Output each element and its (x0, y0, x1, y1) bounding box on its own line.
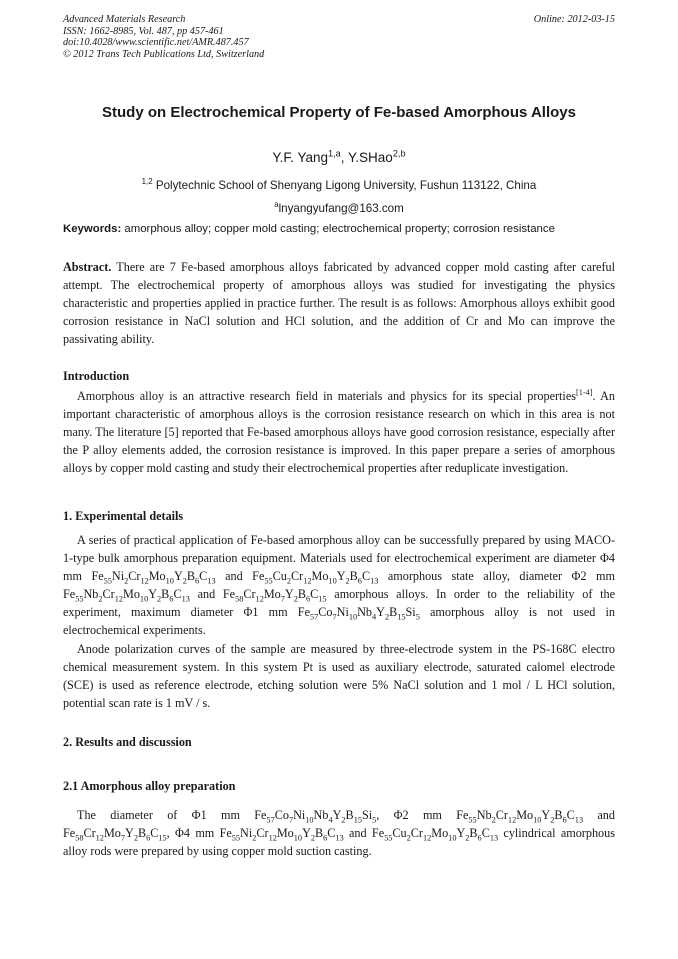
element-symbol: Si (405, 605, 416, 620)
element-symbol: B (349, 569, 358, 584)
element-count: 10 (448, 833, 457, 843)
keywords-text: amorphous alloy; copper mold casting; electrochemical property; corrosion resistance (121, 223, 555, 235)
paragraph-text: amorphous alloy is not used in electrochemical experiments. (63, 605, 615, 638)
element-symbol: Nb (313, 808, 329, 822)
paragraph-text: . An important characteristic of amorphous alloys is the corrosion resistance research on which in this area is not many. The literature [5] reported that Fe-based amorphous alloys have good corrosion resistance, especially after the P alloy elements added, the corrosion resistance is improved. In this paper prepare a series of amorphous alloys by copper mold casting and study their electrochemical properties after reduplicate investigation. (63, 389, 615, 476)
element-count: 2 (182, 576, 187, 586)
element-symbol: Cu (272, 569, 287, 584)
element-symbol: Mo (122, 587, 140, 602)
element-symbol: Y (336, 569, 346, 584)
element-count: 2 (293, 594, 298, 604)
journal-header (63, 14, 264, 60)
element-count: 6 (357, 576, 362, 586)
element-symbol: C (173, 587, 182, 602)
element-count: 7 (288, 815, 294, 825)
element-symbol: Cr (256, 826, 269, 841)
element-count: 6 (477, 833, 482, 843)
paragraph-text: and (189, 587, 223, 602)
element-symbol: Mo (148, 569, 166, 584)
element-symbol: Ni (293, 808, 306, 822)
element-count: 15 (318, 594, 327, 604)
paper-title: Study on Electrochemical Property of Fe-based Amorphous Alloys (102, 104, 576, 121)
element-symbol: Y (456, 826, 466, 841)
element-count: 12 (303, 576, 312, 586)
paragraph-text: , Φ2 mm (376, 808, 457, 822)
element-count: 10 (348, 612, 358, 622)
element-count: 13 (207, 576, 216, 586)
element-count: 12 (507, 815, 517, 825)
author-superscript: 1,a (327, 148, 341, 159)
element-count: 13 (489, 833, 499, 843)
element-count: 55 (468, 815, 477, 825)
journal-copyright: © 2012 Trans Tech Publications Ltd, Switzerland (63, 48, 265, 60)
section-heading: 1. Experimental details (63, 509, 184, 523)
affiliation-superscript: 1,2 (141, 177, 153, 187)
element-symbol: C (310, 587, 319, 602)
element-count: 57 (266, 815, 275, 825)
element-count: 7 (332, 612, 337, 622)
element-symbol: Fe (297, 605, 310, 620)
element-symbol: Y (284, 587, 294, 602)
element-count: 2 (310, 833, 316, 843)
element-count: 2 (252, 833, 257, 843)
element-count: 2 (491, 815, 496, 825)
element-count: 7 (120, 833, 126, 843)
author-separator: , (340, 150, 349, 165)
journal-issn: ISSN: 1662-8985, Vol. 487, pp 457-461 (63, 25, 224, 37)
paragraph-text: and (215, 569, 253, 584)
element-symbol: Nb (357, 605, 373, 620)
paragraph-text: The diameter of Φ1 mm (77, 808, 255, 822)
element-count: 10 (293, 833, 303, 843)
section-heading: 2. Results and discussion (63, 735, 192, 749)
element-count: 13 (181, 594, 190, 604)
element-count: 13 (370, 576, 379, 586)
citation: [1-4] (575, 387, 593, 397)
element-symbol: Ni (111, 569, 125, 584)
element-count: 6 (169, 594, 174, 604)
element-symbol: Y (148, 587, 158, 602)
experimental-paragraph: Anode polarization curves of the sample are measured by three-electrode system in the PS-168C electro chemical measurement system. In this system Pt is used as auxiliary electrode, saturated calomel electrode (SCE) is used as reference electrode, etching solution were 5% NaCl solution and 1 mol / L HCl solution, potential scan rate is 1 mV / s. (63, 642, 615, 711)
paragraph-text: and (343, 826, 372, 841)
element-count: 2 (133, 833, 138, 843)
element-count: 4 (328, 815, 333, 825)
element-count: 4 (372, 612, 377, 622)
element-count: 12 (422, 833, 432, 843)
element-symbol: Mo (276, 826, 294, 841)
element-count: 58 (75, 833, 84, 843)
alloy-formula (222, 587, 327, 604)
element-symbol: C (361, 569, 371, 584)
element-symbol: Co (318, 605, 333, 620)
element-count: 2 (286, 576, 292, 586)
intro-paragraph (63, 387, 615, 477)
paragraph-text: Amorphous alloy is an attractive research field in materials and physics for its special properties (77, 389, 576, 403)
abstract-label: Abstract. (63, 260, 112, 274)
element-symbol: Cr (410, 826, 423, 841)
element-count: 10 (328, 576, 337, 586)
element-symbol: Y (173, 569, 183, 584)
element-symbol: Si (361, 808, 373, 822)
element-count: 2 (341, 815, 346, 825)
element-count: 12 (95, 833, 104, 843)
element-symbol: Mo (103, 826, 121, 841)
element-count: 15 (353, 815, 362, 825)
element-count: 55 (384, 833, 393, 843)
element-symbol: Cr (243, 587, 256, 602)
subsection-heading: 2.1 Amorphous alloy preparation (63, 779, 236, 793)
element-count: 58 (235, 594, 244, 604)
abstract-text: There are 7 Fe-based amorphous alloys fabricated by advanced copper mold casting after careful attempt. The electrochemical property of amorphous alloys was studied for investigating the physics characteristic and properties applied in practice further. The result is as follows: Amorphous alloys exhibit good corrosion resistance in NaCl solution and HCl solution, and the addition of Cr and Mo can improve the passivating ability. (63, 260, 615, 347)
element-count: 12 (255, 594, 264, 604)
element-count: 2 (550, 815, 555, 825)
paragraph-text: A series of practical application of Fe-based amorphous alloy can be successfully prepared by using MACO-1-type bulk amorphous preparation equipment. Materials used for electrochemical experiment are diameter Φ4 mm (63, 533, 615, 584)
element-symbol: Cr (102, 587, 115, 602)
paragraph-text: cylindrical amorphous alloy rods were prepared by using copper mold suction casting. (63, 826, 615, 859)
experimental-paragraph (63, 531, 615, 640)
element-count: 12 (114, 594, 123, 604)
element-symbol: Mo (311, 569, 329, 584)
element-symbol: B (161, 587, 170, 602)
element-symbol: Fe (219, 826, 232, 841)
element-symbol: Y (376, 605, 385, 620)
element-count: 6 (306, 594, 311, 604)
element-count: 6 (323, 833, 328, 843)
element-count: 15 (397, 612, 406, 622)
section-heading: Introduction (63, 369, 130, 383)
alloy-formula (297, 605, 420, 622)
email-address: lnyangyufang@163.com (278, 202, 404, 215)
element-count: 55 (103, 576, 112, 586)
element-symbol: Fe (456, 808, 469, 822)
element-symbol: C (150, 826, 159, 841)
element-symbol: Y (302, 826, 311, 841)
element-symbol: B (137, 826, 147, 841)
alloy-formula (456, 808, 584, 825)
author-name: Y.SHao (348, 150, 393, 165)
element-count: 2 (157, 594, 162, 604)
element-symbol: B (469, 826, 478, 841)
element-count: 6 (195, 576, 200, 586)
element-symbol: Fe (252, 569, 265, 584)
element-count: 13 (574, 815, 584, 825)
journal-name: Advanced Materials Research (63, 14, 186, 25)
element-symbol: Cr (291, 569, 304, 584)
element-count: 55 (231, 833, 241, 843)
element-symbol: B (389, 605, 398, 620)
alloy-formula (91, 569, 216, 586)
element-symbol: Fe (63, 826, 76, 841)
element-symbol: Cr (83, 826, 96, 841)
alloy-formula (254, 808, 377, 825)
element-symbol: Fe (91, 569, 104, 584)
element-count: 5 (372, 815, 377, 825)
element-symbol: B (315, 826, 324, 841)
paragraph-text: , Φ4 mm (166, 826, 220, 841)
element-symbol: Ni (336, 605, 349, 620)
element-symbol: C (327, 826, 336, 841)
element-count: 15 (158, 833, 167, 843)
author-superscript: 2,b (392, 148, 406, 159)
alloy-formula (252, 569, 379, 586)
element-count: 10 (533, 815, 542, 825)
element-symbol: Mo (263, 587, 281, 602)
element-count: 57 (309, 612, 319, 622)
element-count: 7 (280, 594, 285, 604)
keywords (63, 223, 615, 235)
element-count: 2 (124, 576, 129, 586)
paragraph-text: amorphous state alloy, diameter Φ2 mm (378, 569, 615, 584)
element-symbol: B (186, 569, 196, 584)
element-count: 13 (335, 833, 344, 843)
paragraph-text: and (583, 808, 615, 822)
element-symbol: Fe (254, 808, 267, 822)
author-line (0, 150, 678, 165)
element-count: 55 (264, 576, 273, 586)
element-symbol: Cr (128, 569, 141, 584)
email-superscript: a (274, 200, 279, 210)
online-date: Online: 2012-03-15 (533, 14, 615, 25)
element-count: 55 (75, 594, 84, 604)
abstract (63, 258, 615, 348)
element-symbol: C (566, 808, 575, 822)
element-symbol: Cr (495, 808, 508, 822)
alloy-formula (219, 826, 344, 843)
element-count: 2 (384, 612, 390, 622)
affiliation-text: Polytechnic School of Shenyang Ligong University, Fushun 113122, China (152, 179, 537, 192)
element-symbol: C (199, 569, 208, 584)
element-symbol: Mo (516, 808, 534, 822)
element-count: 2 (465, 833, 470, 843)
alloy-formula (371, 826, 499, 843)
alloy-formula (63, 587, 190, 604)
element-symbol: Fe (63, 587, 76, 602)
element-symbol: B (554, 808, 563, 822)
author-name: Y.F. Yang (272, 150, 328, 165)
element-count: 10 (165, 576, 174, 586)
element-symbol: Fe (371, 826, 385, 841)
alloy-formula (63, 826, 167, 843)
element-symbol: Nb (476, 808, 492, 822)
element-count: 2 (406, 833, 411, 843)
element-symbol: Cu (392, 826, 407, 841)
keywords-label: Keywords: (63, 223, 122, 235)
element-count: 6 (562, 815, 567, 825)
element-symbol: C (481, 826, 490, 841)
element-count: 10 (139, 594, 149, 604)
element-count: 10 (305, 815, 314, 825)
element-symbol: Fe (222, 587, 236, 602)
element-symbol: Y (125, 826, 134, 841)
element-symbol: Y (332, 808, 342, 822)
element-symbol: Ni (240, 826, 253, 841)
paragraph-text: amorphous alloys. In order to the reliability of the experiment, maximum diameter Φ1 mm (63, 587, 615, 620)
element-count: 12 (140, 576, 149, 586)
element-count: 2 (345, 576, 350, 586)
element-count: 2 (98, 594, 103, 604)
element-symbol: B (297, 587, 306, 602)
element-symbol: Y (541, 808, 551, 822)
element-symbol: Mo (431, 826, 449, 841)
element-symbol: B (345, 808, 354, 822)
affiliation (0, 179, 678, 192)
email-line (0, 202, 678, 215)
preparation-paragraph (63, 806, 615, 860)
element-symbol: Co (274, 808, 289, 822)
journal-doi: doi:10.4028/www.scientific.net/AMR.487.457 (63, 37, 249, 49)
element-count: 6 (146, 833, 151, 843)
element-count: 12 (268, 833, 277, 843)
element-symbol: Nb (83, 587, 99, 602)
element-count: 5 (415, 612, 420, 622)
